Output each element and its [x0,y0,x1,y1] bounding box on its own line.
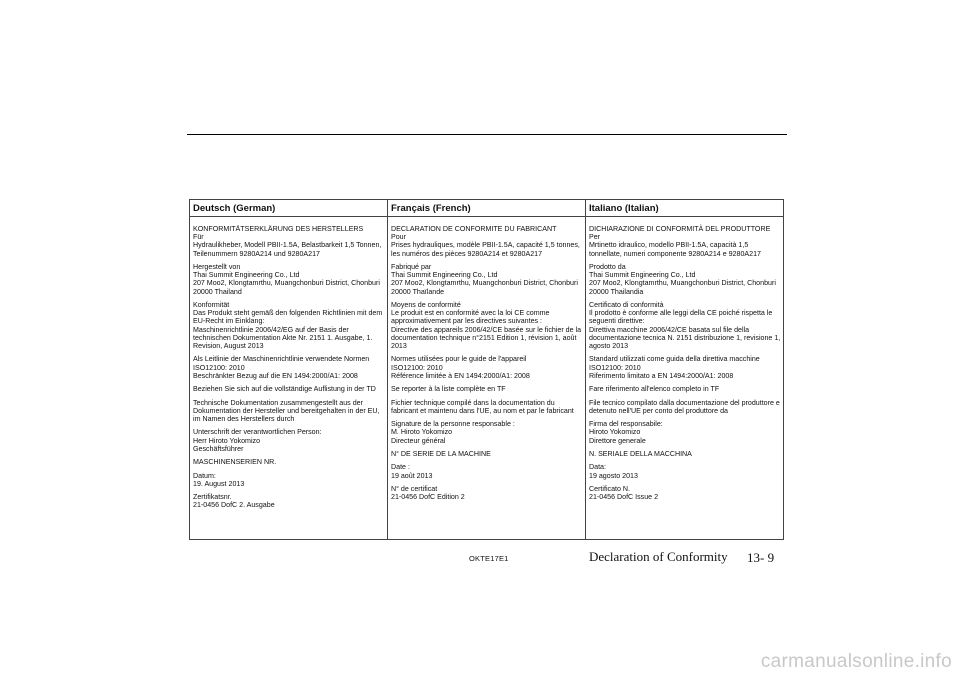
text-line: 19. August 2013 [193,479,245,488]
text-line: 21-0456 DofC 2. Ausgabe [193,501,275,510]
text-line: Standard utilizzati come guida della direttiva macchine [589,355,760,364]
text-line: Normes utilisées pour le guide de l'appareil [391,355,527,364]
text-line: ISO12100: 2010 [589,363,641,372]
text-line: Thai Summit Engineering Co., Ltd [193,271,300,280]
text-line: Moyens de conformité [391,301,461,309]
paragraph-block [193,458,385,466]
text-line: 19 agosto 2013 [589,471,638,480]
conformity-table [189,199,784,540]
text-line: Certificato di conformità [589,301,664,309]
text-line: Mrtinetto idraulico, modello PBII-1.5A, capacità 1,5 tonnellate, numeri componente 9280A214 e 9280A217 [589,241,761,258]
text-line: Per [589,233,601,242]
page-number: 13- 9 [747,550,775,565]
text-line: KONFORMITÄTSERKLÄRUNG DES HERSTELLERS [193,225,364,233]
text-line: Das Produkt steht gemäß den folgenden Richtlinien mit dem EU-Recht im Einklang: [193,309,383,326]
column-german [190,200,388,539]
paragraph-block [391,485,583,501]
paragraph-block [589,485,781,501]
column-body [193,225,385,510]
text-line: ISO12100: 2010 [193,363,245,372]
text-line: Signature de la personne responsable : [391,420,515,429]
text-line: Thai Summit Engineering Co., Ltd [589,271,696,280]
text-line: Hiroto Yokomizo [589,428,641,437]
header-rule [187,134,787,135]
paragraph-block [391,385,583,393]
text-line: Riferimento limitato a EN 1494:2000/A1: 2008 [589,371,734,380]
text-line: DICHIARAZIONE DI CONFORMITÀ DEL PRODUTTORE [589,225,771,233]
text-line: 207 Moo2, Klongtamrthu, Muangchonburi District, Chonburi 20000 Thaïlande [391,279,578,296]
paragraph-block [589,263,781,296]
column-heading: Deutsch (German) [190,202,387,217]
paragraph-block [589,385,781,393]
text-line: Als Leitlinie der Maschinenrichtlinie verwendete Normen [193,355,370,364]
text-line: 19 août 2013 [391,471,433,480]
text-line: Se reporter à la liste complète en TF [391,385,506,394]
text-line: Zertifikatsnr. [193,493,232,502]
text-line: M. Hiroto Yokomizo [391,428,453,437]
text-line: Référence limitée à EN 1494:2000/A1: 2008 [391,371,530,380]
text-line: 21-0456 DofC Edition 2 [391,493,465,502]
text-line: N° DE SERIE DE LA MACHINE [391,449,491,458]
paragraph-block [391,355,583,380]
paragraph-block [391,301,583,350]
text-line: Beschränkter Bezug auf die EN 1494:2000/A1: 2008 [193,371,358,380]
text-line: Il prodotto è conforme alle leggi della CE poiché rispetta le seguenti direttive: [589,309,773,326]
text-line: N. SERIALE DELLA MACCHINA [589,449,692,458]
text-line: Fichier technique compilé dans la documentation du fabricant et maintenu dans l'UE, au nom et par le fabricant [391,398,574,415]
paragraph-block [391,420,583,445]
paragraph-block [589,399,781,415]
paragraph-block [589,420,781,445]
paragraph-block [193,355,385,380]
text-line: File tecnico compilato dalla documentazione del produttore e detenuto nell'UE per conto del produttore da [589,398,780,415]
text-line: Fare riferimento all'elenco completo in TF [589,385,720,394]
text-line: Data: [589,463,606,472]
column-heading: Italiano (Italian) [586,202,783,217]
paragraph-block [391,463,583,479]
section-title: Declaration of Conformity [589,549,728,564]
text-line: Fabriqué par [391,263,432,271]
paragraph-block [193,399,385,424]
text-line: Herr Hiroto Yokomizo [193,436,261,445]
paragraph-block [589,450,781,458]
column-italian [586,200,783,539]
paragraph-block [193,385,385,393]
text-line: Date : [391,463,410,472]
paragraph-block [391,225,583,258]
watermark: carmanualsonline.info [760,651,952,672]
text-line: 207 Moo2, Klongtamrthu, Muangchonburi District, Chonburi 20000 Thailandia [589,279,776,296]
paragraph-block [589,355,781,380]
paragraph-block [589,301,781,350]
paragraph-block [391,399,583,415]
text-line: Direttore generale [589,436,646,445]
column-body [589,225,781,501]
text-line: Le produit est en conformité avec la loi CE comme approximativement par les directives suivantes : [391,309,550,326]
text-line: Certificato N. [589,484,630,493]
text-line: Hydraulikheber, Modell PBII-1.5A, Belastbarkeit 1,5 Tonnen, Teilenummern 9280A214 und 9280A217 [193,241,382,258]
text-line: Unterschrift der verantwortlichen Person: [193,428,322,437]
text-line: Beziehen Sie sich auf die vollständige Auflistung in der TD [193,385,376,394]
text-line: 207 Moo2, Klongtamrthu, Muangchonburi District, Chonburi 20000 Thailand [193,279,380,296]
paragraph-block [193,493,385,509]
column-body [391,225,583,501]
text-line: N° de certificat [391,484,438,493]
paragraph-block [193,428,385,453]
text-line: Datum: [193,471,216,480]
text-line: Thai Summit Engineering Co., Ltd [391,271,498,280]
column-french [388,200,586,539]
text-line: Hergestellt von [193,263,241,271]
text-line: 21-0456 DofC Issue 2 [589,493,659,502]
paragraph-block [193,301,385,350]
paragraph-block [193,472,385,488]
paragraph-block [193,225,385,258]
text-line: ISO12100: 2010 [391,363,443,372]
paragraph-block [193,263,385,296]
paragraph-block [589,463,781,479]
text-line: Konformität [193,301,230,309]
text-line: Direttiva macchine 2006/42/CE basata sul file della documentazione tecnica N. 2151 distribuzione 1, revisione 1, agosto 2013 [589,325,781,351]
column-heading: Français (French) [388,202,585,217]
text-line: Technische Dokumentation zusammengestellt aus der Dokumentation der Hersteller und bereitgehalten in der EU, im Namen des Herstellers durch [193,398,380,423]
paragraph-block [391,450,583,458]
text-line: Für [193,233,204,242]
document-code: OKTE17E1 [469,554,509,563]
text-line: Directeur général [391,436,446,445]
text-line: Prodotto da [589,263,626,271]
paragraph-block [589,225,781,258]
text-line: MASCHINENSERIEN NR. [193,458,277,467]
text-line: Firma del responsabile: [589,420,663,429]
text-line: DECLARATION DE CONFORMITE DU FABRICANT [391,225,557,233]
text-line: Pour [391,233,406,242]
text-line: Geschäftsführer [193,444,244,453]
text-line: Prises hydrauliques, modèle PBII-1.5A, capacité 1,5 tonnes, les numéros des pièces 9280A214 et 9280A217 [391,241,580,258]
text-line: Directive des appareils 2006/42/CE basée sur le fichier de la documentation technique n°2151 Edition 1, révision 1, août 2013 [391,325,582,351]
text-line: Maschinenrichtlinie 2006/42/EG auf der Basis der technischen Dokumentation Akte Nr. 2151 1. Ausgabe, 1. Revision, August 2013 [193,325,373,351]
paragraph-block [391,263,583,296]
